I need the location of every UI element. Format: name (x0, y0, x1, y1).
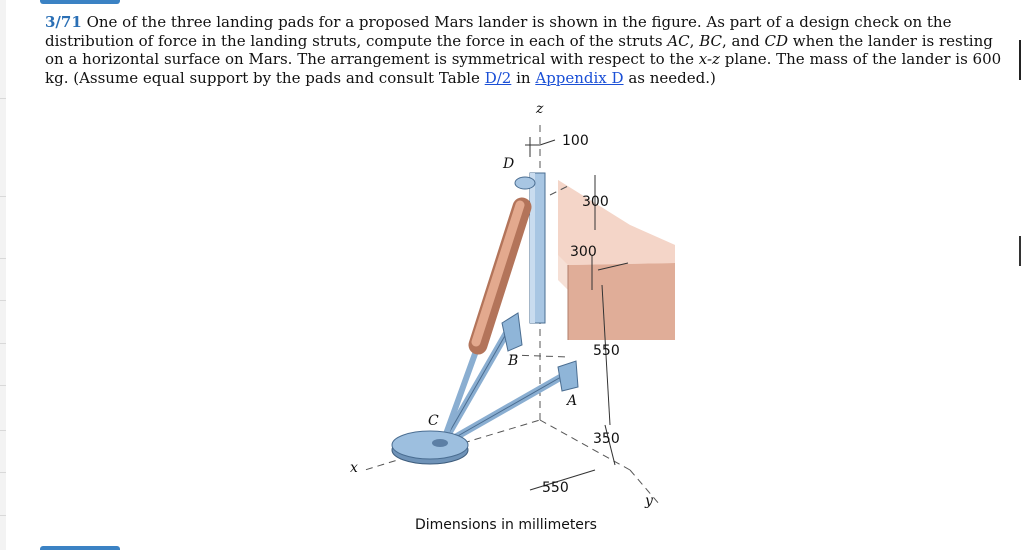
label-a: A (567, 393, 578, 409)
table-d2-link[interactable]: D/2 (484, 68, 512, 87)
dim-550-vertical: 550 (593, 343, 620, 359)
rail-divider (0, 343, 6, 344)
right-edge-rule (1019, 40, 1021, 80)
appendix-d-link[interactable]: Appendix D (535, 68, 624, 87)
dim-100: 100 (562, 133, 589, 149)
strut-cd: CD (764, 31, 789, 50)
problem-text: when the lander is resting on a horizontal surface on Mars. The arrangement is symmetrical with respect to the (45, 31, 993, 68)
problem-text: as needed.) (623, 68, 716, 87)
rail-divider (0, 300, 6, 301)
right-edge-rule (1019, 236, 1021, 266)
plane-name: x-z (698, 50, 720, 68)
problem-text: One of the three landing pads for a proposed Mars lander is shown in the figure. As part of a design check on the distribution of force in the landing struts, compute the force in each of the struts (45, 13, 952, 50)
figure-caption: Dimensions in millimeters (415, 517, 597, 533)
label-c: C (428, 413, 439, 429)
label-x: x (350, 460, 358, 476)
strut-cd-member (442, 177, 535, 445)
top-accent-bar (40, 0, 120, 4)
rail-divider (0, 258, 6, 259)
rail-divider (0, 430, 6, 431)
landing-pad-figure (330, 95, 730, 540)
problem-text: plane. The mass of the lander is 600 kg. (Assume equal support by the pads and consult Table (45, 50, 1002, 87)
label-d: D (503, 156, 515, 172)
dim-300-upper: 300 (582, 194, 609, 210)
problem-statement (45, 13, 1005, 87)
bracket-b (502, 313, 522, 351)
bottom-accent-bar (40, 546, 120, 550)
problem-text: in (511, 68, 536, 87)
dim-550-horizontal: 550 (542, 480, 569, 496)
problem-text: , (689, 31, 700, 50)
rail-divider (0, 385, 6, 386)
problem-number: 3/71 (45, 13, 82, 31)
label-b: B (508, 353, 519, 369)
bracket-a (558, 361, 578, 391)
rail-divider (0, 98, 6, 99)
label-y: y (645, 493, 653, 509)
strut-bc: BC (699, 31, 722, 50)
rail-divider (0, 472, 6, 473)
landing-pad (392, 431, 468, 464)
dim-300-lower: 300 (570, 244, 597, 260)
label-z: z (536, 101, 544, 117)
lander-body-block (558, 180, 675, 340)
problem-text: , and (721, 31, 765, 50)
left-rail (0, 0, 6, 550)
rail-divider (0, 515, 6, 516)
strut-ac: AC (667, 31, 690, 50)
dim-350: 350 (593, 431, 620, 447)
rail-divider (0, 196, 6, 197)
